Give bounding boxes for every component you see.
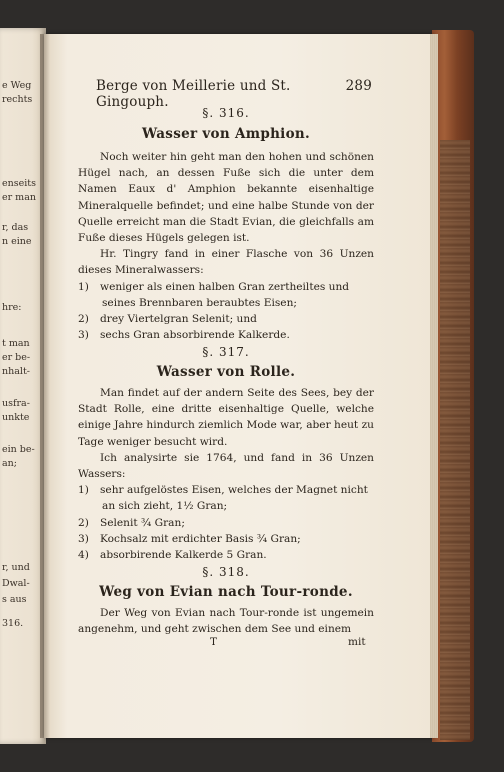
- ingredient-list: [78, 279, 374, 344]
- left-page-fragment: 316.: [2, 618, 24, 629]
- catchword: mit: [348, 636, 366, 648]
- left-page-fragment: hre:: [2, 302, 22, 313]
- section-body: [78, 149, 374, 343]
- list-item: 3) sechs Gran absorbirende Kalkerde.: [78, 329, 290, 342]
- left-page-fragment: ein be-: [2, 444, 35, 455]
- left-page-fragment: usfra-: [2, 398, 30, 409]
- left-page-fragment: an;: [2, 458, 17, 469]
- left-page-fragment: er be-: [2, 352, 31, 363]
- left-page-fragment: t man: [2, 338, 30, 349]
- cover-texture: [440, 140, 470, 740]
- left-page-fragment: enseits: [2, 178, 36, 189]
- paragraph: Man findet auf der andern Seite des Sees, bey der Stadt Rolle, eine dritte eisenhaltige Quelle, welche einige Jahre hindurch ziemlich Mode war, aber heut zu Tage weniger besucht wird.: [78, 387, 374, 448]
- section-number: §. 317.: [202, 345, 250, 359]
- left-page-fragment: s aus: [2, 594, 27, 605]
- section-number: §. 318.: [202, 565, 250, 579]
- page-number: 289: [345, 78, 372, 94]
- list-item: 3) Kochsalz mit erdichter Basis ¾ Gran;: [78, 532, 301, 545]
- paragraph: Hr. Tingry fand in einer Flasche von 36 Unzen dieses Mineralwassers:: [78, 248, 374, 277]
- left-page-fragment: rechts: [2, 94, 33, 105]
- list-item: 4) absorbirende Kalkerde 5 Gran.: [78, 549, 267, 562]
- signature-mark: T: [210, 636, 218, 648]
- left-page-fragment: r, und: [2, 562, 30, 573]
- left-page-fragment: er man: [2, 192, 36, 203]
- paragraph: Noch weiter hin geht man den hohen und schönen Hügel nach, an dessen Fuße sich die unter dem Namen Eaux d' Amphion bekannte eisenhaltige Mineralquelle befindet; und eine halbe Stunde von der Quelle erreicht man die Stadt Evian, die gleichfalls am Fuße dieses Hügels gelegen ist.: [78, 151, 374, 245]
- section-number: §. 316.: [202, 106, 250, 120]
- page-gutter-shadow: [40, 34, 50, 738]
- section-body: [78, 385, 374, 563]
- paragraph: Der Weg von Evian nach Tour-ronde ist ungemein angenehm, und geht zwischen dem See und einem: [78, 607, 374, 636]
- list-item: 2) drey Viertelgran Selenit; und: [78, 313, 257, 326]
- left-page-fragment: nhalt-: [2, 366, 30, 377]
- list-item: 1) weniger als einen halben Gran zertheiltes und seines Brennbaren beraubtes Eisen;: [78, 280, 350, 309]
- paragraph: Ich analysirte sie 1764, und fand in 36 Unzen Wassers:: [78, 451, 374, 481]
- ingredient-list: [78, 482, 374, 563]
- left-page-fragment: e Weg: [2, 80, 32, 91]
- page-edges: [430, 34, 438, 738]
- running-head-title: Berge von Meillerie und St. Gingouph.: [96, 78, 291, 110]
- left-page-fragment: r, das: [2, 222, 29, 233]
- left-page-fragment: n eine: [2, 236, 32, 247]
- section-title: Weg von Evian nach Tour-ronde.: [99, 584, 353, 600]
- list-item: 1) sehr aufgelöstes Eisen, welches der Magnet nicht an sich zieht, 1½ Gran;: [78, 484, 368, 513]
- section-title: Wasser von Rolle.: [156, 364, 296, 380]
- left-page-fragment: Dwal-: [2, 578, 30, 589]
- list-item: 2) Selenit ¾ Gran;: [78, 516, 185, 529]
- section-title: Wasser von Amphion.: [141, 126, 311, 142]
- section-body: [78, 605, 374, 637]
- left-page-fragment: unkte: [2, 412, 30, 423]
